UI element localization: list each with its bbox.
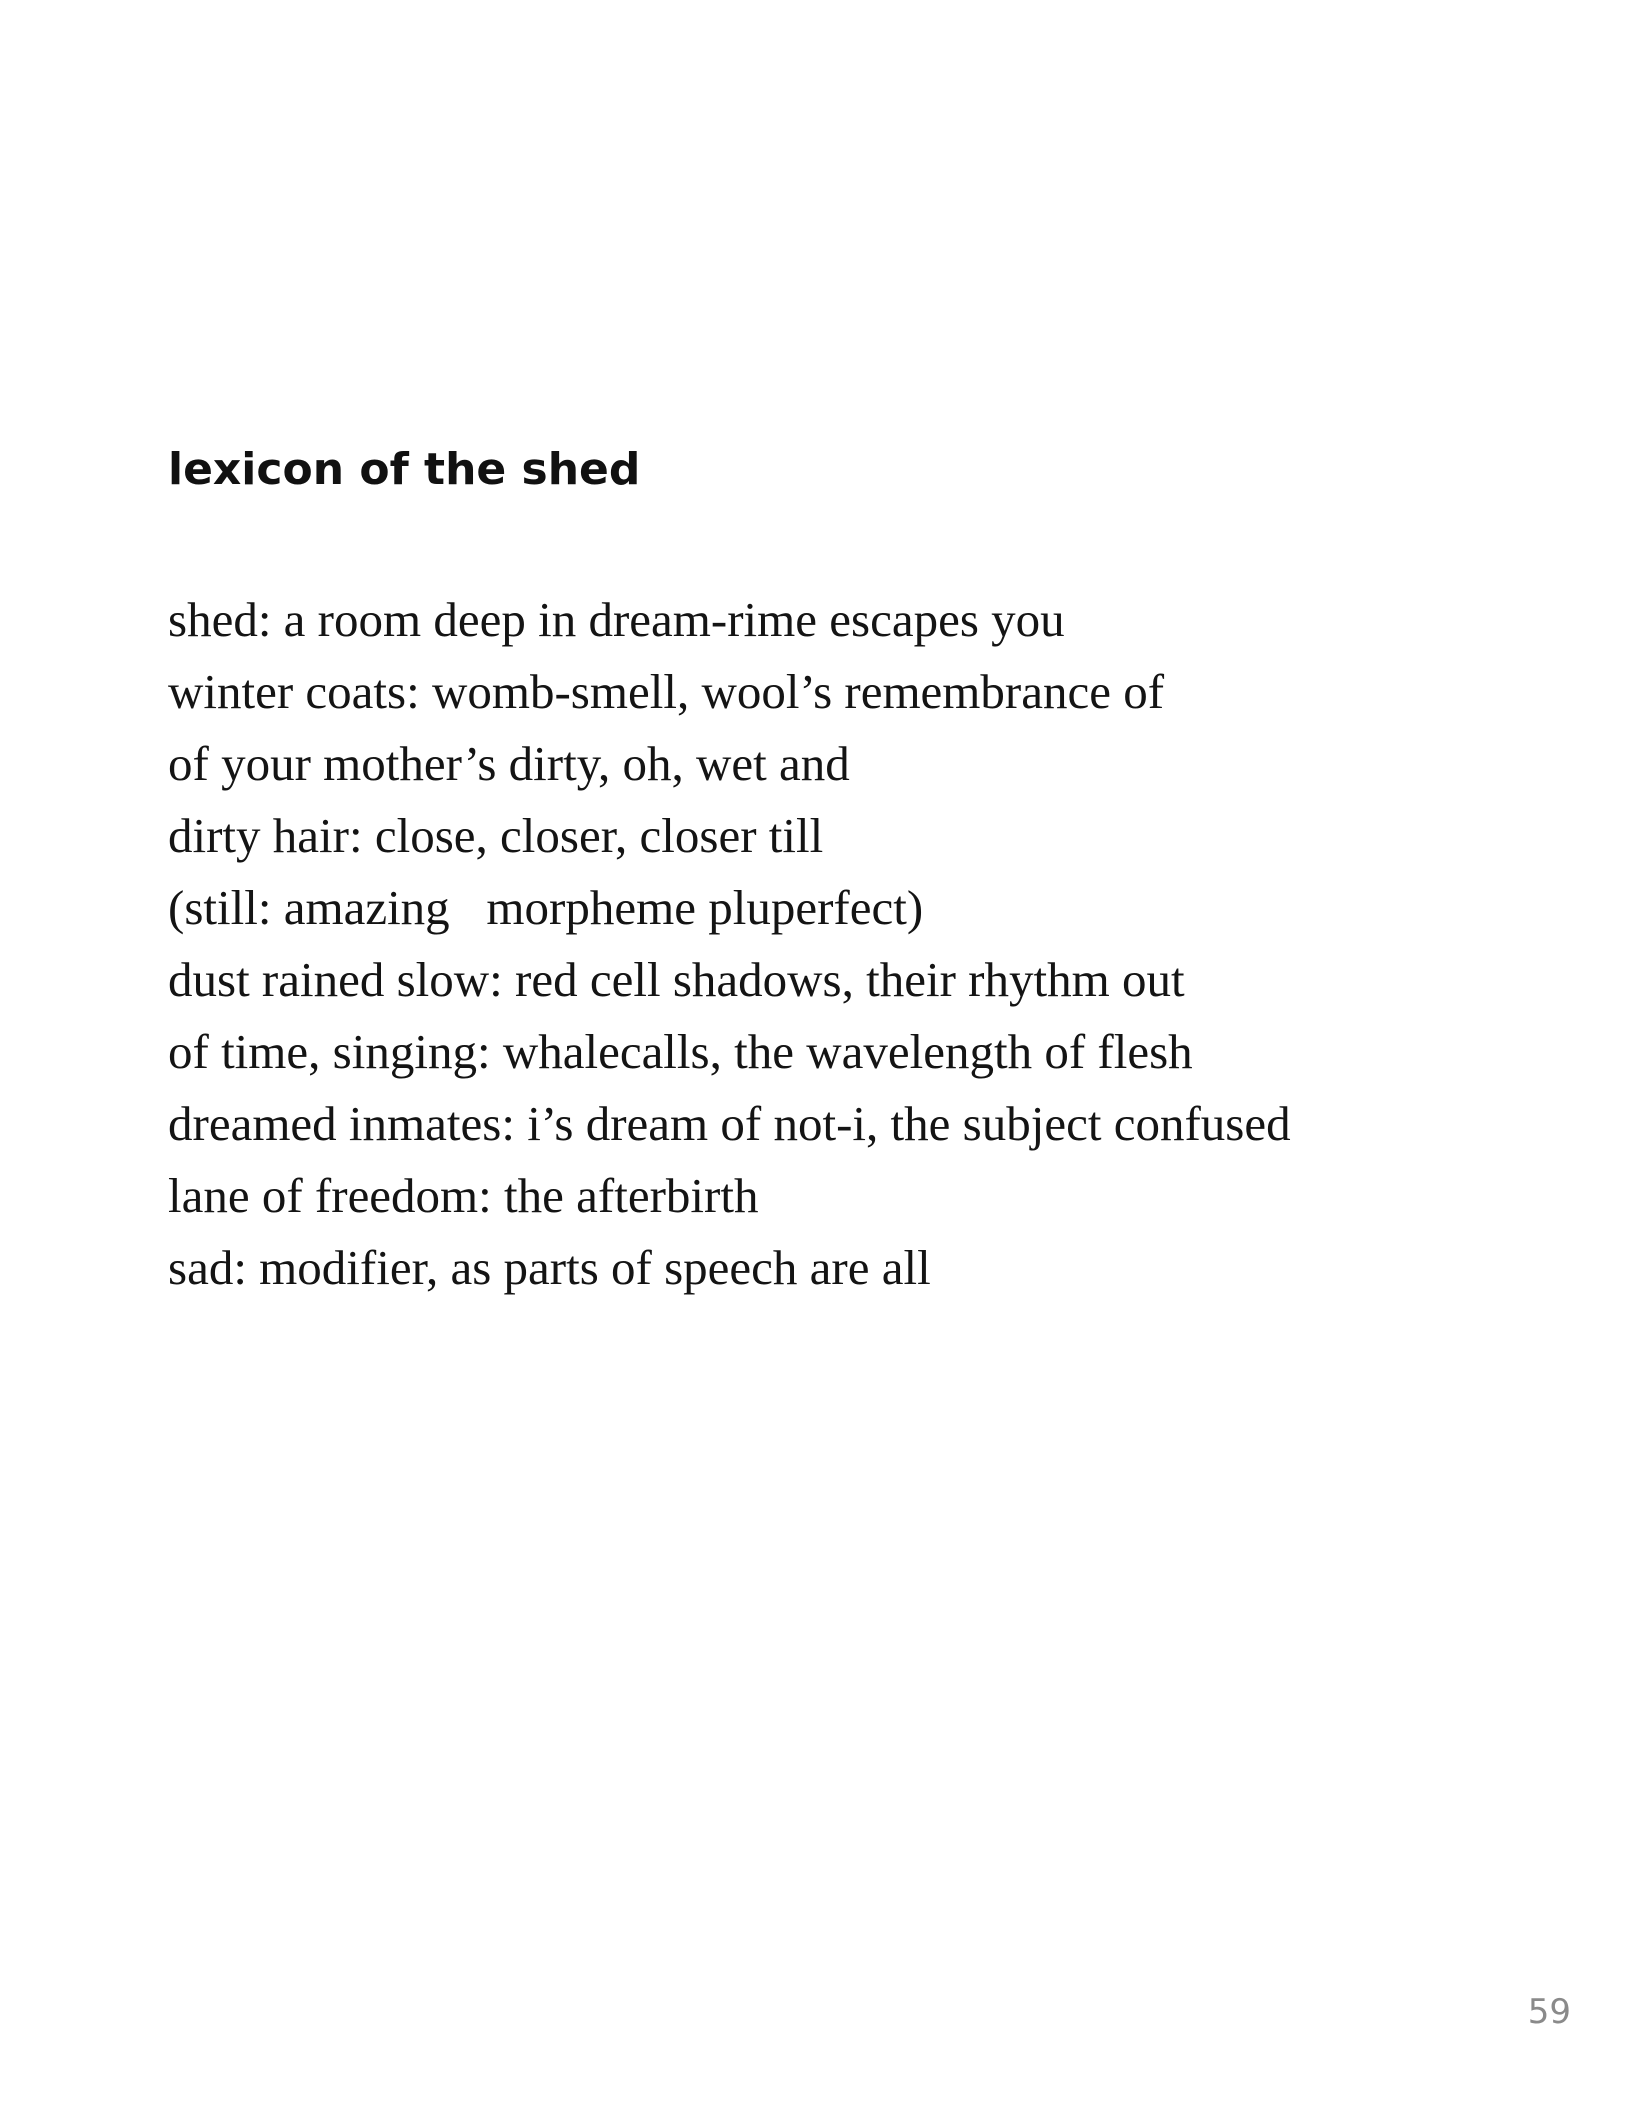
poem-line-9: lane of freedom: the afterbirth xyxy=(168,1168,759,1223)
poem-line-4: dirty hair: close, closer, closer till xyxy=(168,808,824,863)
poem-line-3: of your mother’s dirty, oh, wet and xyxy=(168,736,850,791)
poem-line-10: sad: modifier, as parts of speech are all xyxy=(168,1240,931,1295)
poem-line-2: winter coats: womb-smell, wool’s remembrance of xyxy=(168,664,1165,719)
poem-line-5: (still: amazing morpheme pluperfect) xyxy=(168,880,924,935)
poem-line-8: dreamed inmates: i’s dream of not-i, the subject confused xyxy=(168,1096,1291,1151)
poem-title: lexicon of the shed xyxy=(168,444,641,495)
poem-line-1: shed: a room deep in dream-rime escapes you xyxy=(168,592,1065,647)
poem-body xyxy=(168,584,1468,1304)
poem-line-6: dust rained slow: red cell shadows, their rhythm out xyxy=(168,952,1185,1007)
poem-line-7: of time, singing: whalecalls, the wavelength of flesh xyxy=(168,1024,1193,1079)
page-number: 59 xyxy=(1527,1992,1571,2032)
